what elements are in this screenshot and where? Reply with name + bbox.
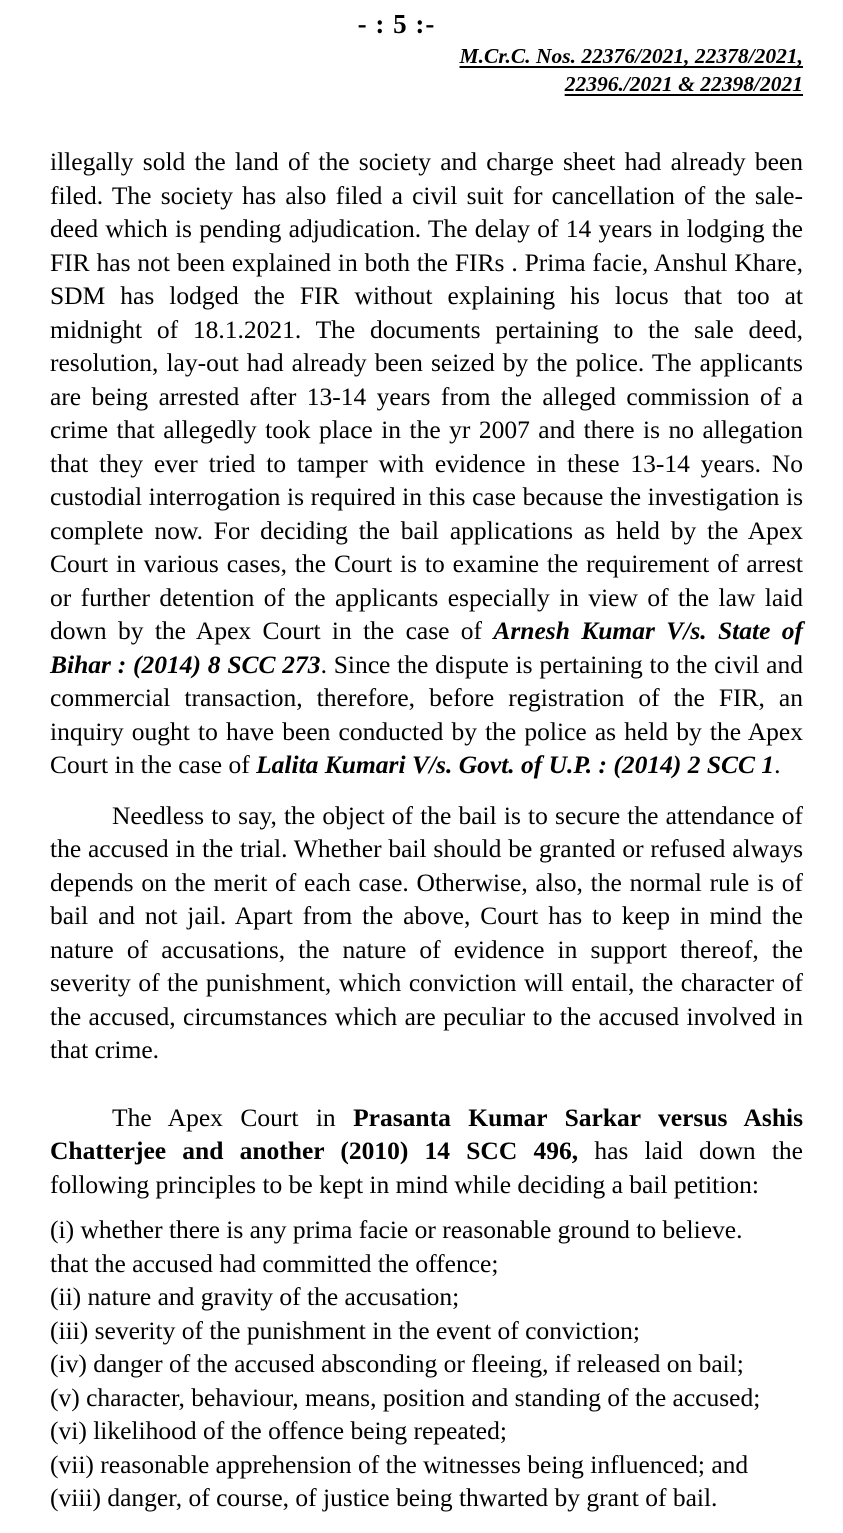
paragraph-3-text: The Apex Court in (112, 1102, 354, 1132)
case-numbers-line-2: 22396./2021 & 22398/2021 (564, 72, 803, 96)
page-number: - : 5 :- (357, 9, 436, 39)
paragraph-continuation (50, 145, 803, 782)
paragraph-bail-object: Needless to say, the object of the bail is to secure the attendance of the accused in the trial. Whether bail should be granted or refused always depends on the merit of each case. Otherwise, also, the normal rule is of bail and not jail. Apart from the above, Court has to keep in mind the nature of accusations, the nature of evidence in support thereof, the severity of the punishment, which conviction will entail, the character of the accused, circumstances which are peculiar to the accused involved in that crime. (50, 800, 803, 1064)
case-numbers-line-1: M.Cr.C. Nos. 22376/2021, 22378/2021, (459, 44, 803, 68)
paragraph-1-text-3: . (774, 750, 781, 779)
principle-item-iv: (iv) danger of the accused absconding or fleeing, if released on bail; (50, 1349, 744, 1378)
principle-item-iii: (iii) severity of the punishment in the event of conviction; (50, 1315, 640, 1345)
principle-item-ii: (ii) nature and gravity of the accusation; (50, 1282, 460, 1311)
paragraph-apex-court (50, 1101, 803, 1202)
principle-item-vi: (vi) likelihood of the offence being repeated; (50, 1416, 507, 1445)
paragraph-1-text: illegally sold the land of the society and charge sheet had already been filed. The society has also filed a civil suit for cancellation of the sale-deed which is pending adjudication. The delay of 14 years in lodging the FIR has not been explained in both the FIRs . Prima facie, Anshul Khare, SDM has lodged the FIR without explaining his locus that too at midnight of 18.1.2021. The documents pertaining to the sale deed, resolution, lay-out had already been seized by the police. The applicants are being arrested after 13-14 years from the alleged commission of a crime that allegedly took place in the yr 2007 and there is no allegation that they ever tried to tamper with evidence in these 13-14 years. No custodial interrogation is required in this case because the investigation is complete now. For deciding the bail applications as held by the Apex Court in various cases, the Court is to examine the requirement of arrest or further detention of the applicants especially in view of the law laid down by the Apex Court in the case of (50, 147, 803, 645)
bail-principles-list (50, 1213, 803, 1515)
order-body (50, 145, 803, 1515)
principle-item-i: (i) whether there is any prima facie or reasonable ground to believe. (50, 1215, 743, 1244)
paragraph-3-text-2: has laid down the following principles to be kept in mind while deciding a bail petition: (50, 1136, 803, 1199)
principle-item-v: (v) character, behaviour, means, position and standing of the accused; (50, 1382, 761, 1412)
paragraph-1-text-2: . Since the dispute is pertaining to the civil and commercial transaction, therefore, before registration of the FIR, an inquiry ought to have been conducted by the police as held by the Apex Court in the case of (50, 649, 803, 779)
principle-item-viii: (viii) danger, of course, of justice being thwarted by grant of bail. (50, 1483, 718, 1512)
case-numbers (0, 42, 803, 98)
principle-item-vii: (vii) reasonable apprehension of the witnesses being influenced; and (50, 1449, 749, 1479)
citation-arnesh-kumar: Arnesh Kumar V/s. State of Bihar : (2014) 8 SCC 273 (50, 616, 803, 679)
citation-prasanta-kumar-sarkar: Prasanta Kumar Sarkar versus Ashis Chatterjee and another (2010) 14 SCC 496, (50, 1102, 804, 1165)
principle-item-i-continued: that the accused had committed the offence; (50, 1248, 499, 1278)
citation-lalita-kumari: Lalita Kumari V/s. Govt. of U.P. : (2014) 2 SCC 1 (256, 750, 775, 779)
